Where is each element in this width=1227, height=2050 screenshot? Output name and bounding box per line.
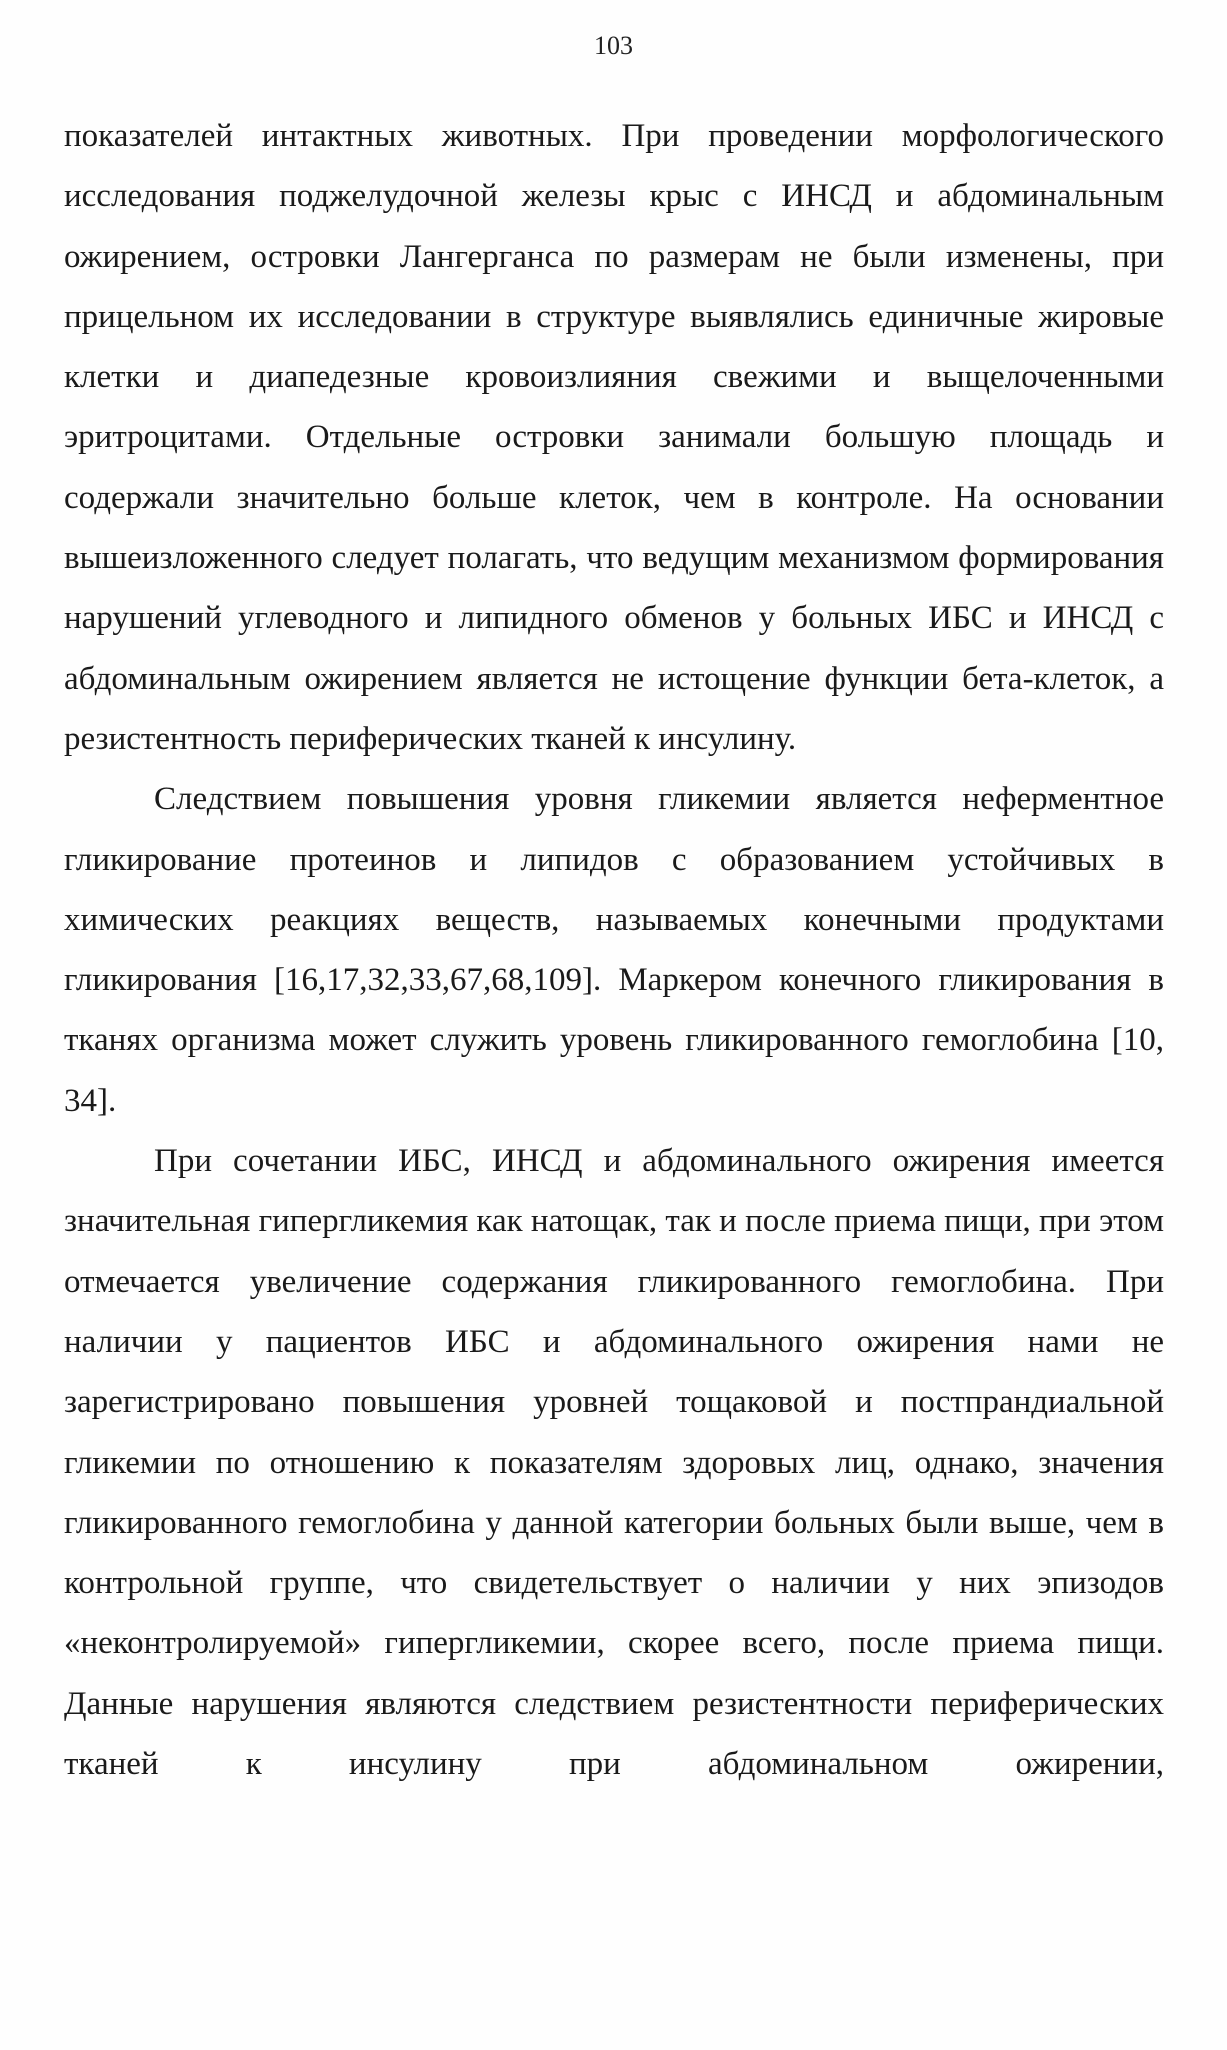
paragraph-2: Следствием повышения уровня гликемии является неферментное гликирование протеинов и липидов с образованием устойчивых в химических реакциях веществ, называемых конечными продуктами гликирования [16,17,32,33,67,68,109]. Маркером конечного гликирования в тканях организма может служить уровень гликированного гемоглобина [10, 34]. xyxy=(64,781,1164,1119)
body-text xyxy=(64,106,1164,1794)
paragraph-1: показателей интактных животных. При проведении морфологического исследования поджелудочной железы крыс с ИНСД и абдоминальным ожирением, островки Лангерганса по размерам не были изменены, при прицельном их исследовании в структуре выявлялись единичные жировые клетки и диапедезные кровоизлияния свежими и выщелоченными эритроцитами. Отдельные островки занимали большую площадь и содержали значительно больше клеток, чем в контроле. На основании вышеизложенного следует полагать, что ведущим механизмом формирования нарушений углеводного и липидного обменов у больных ИБС и ИНСД с абдоминальным ожирением является не истощение функции бета-клеток, а резистентность периферических тканей к инсулину. xyxy=(64,118,1164,757)
paragraph-3: При сочетании ИБС, ИНСД и абдоминального ожирения имеется значительная гипергликемия как натощак, так и после приема пищи, при этом отмечается увеличение содержания гликированного гемоглобина. При наличии у пациентов ИБС и абдоминального ожирения нами не зарегистрировано повышения уровней тощаковой и постпрандиальной гликемии по отношению к показателям здоровых лиц, однако, значения гликированного гемоглобина у данной категории больных были выше, чем в контрольной группе, что свидетельствует о наличии у них эпизодов «неконтролируемой» гипергликемии, скорее всего, после приема пищи. Данные нарушения являются следствием резистентности периферических тканей к инсулину при абдоминальном ожирении, xyxy=(64,1143,1164,1783)
page-number: 103 xyxy=(594,31,633,60)
